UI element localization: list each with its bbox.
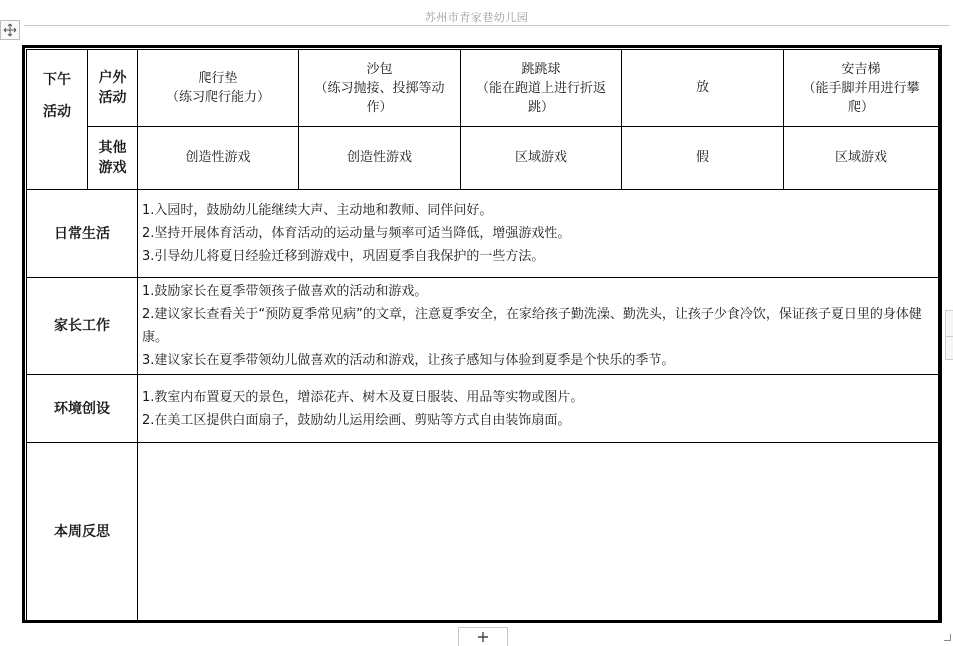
other-game-cell[interactable]: 区域游戏 — [784, 127, 939, 190]
afternoon-activity-label — [27, 50, 88, 190]
table-row-environment — [27, 375, 939, 443]
outdoor-cell[interactable] — [622, 50, 784, 127]
outdoor-desc-cont: 爬） — [847, 99, 874, 115]
outdoor-title: 安吉梯 — [841, 61, 881, 77]
outdoor-desc: （练习抛接、投掷等动 — [314, 80, 445, 96]
reflection-content[interactable] — [138, 443, 939, 621]
table-row-reflection — [27, 443, 939, 621]
other-label-line2: 游戏 — [98, 160, 127, 176]
environment-content[interactable] — [138, 375, 939, 443]
daily-life-label: 日常生活 — [27, 190, 138, 278]
other-games-label — [88, 127, 138, 190]
outdoor-desc: （能在跑道上进行折返 — [475, 80, 606, 96]
table-row-outdoor — [27, 50, 939, 127]
parent-work-content[interactable] — [138, 278, 939, 375]
environment-label: 环境创设 — [27, 375, 138, 443]
other-game-cell[interactable]: 创造性游戏 — [138, 127, 299, 190]
table-move-handle[interactable] — [0, 20, 20, 40]
plan-table-frame — [22, 45, 942, 623]
outdoor-cell[interactable] — [299, 50, 461, 127]
outdoor-label-line1: 户外 — [98, 70, 127, 86]
outdoor-desc-cont: 作） — [366, 99, 393, 115]
outdoor-title: 沙包 — [366, 61, 393, 77]
outdoor-cell[interactable] — [138, 50, 299, 127]
outdoor-cell[interactable] — [784, 50, 939, 127]
other-game-cell[interactable]: 创造性游戏 — [299, 127, 461, 190]
daily-life-item: 2.坚持开展体育活动，体育活动的运动量与频率可适当降低，增强游戏性。 — [142, 226, 571, 241]
document-header: 苏州市青家巷幼儿园 — [424, 11, 529, 24]
environment-item: 2.在美工区提供白面扇子，鼓励幼儿运用绘画、剪贴等方式自由装饰扇面。 — [142, 412, 571, 428]
header-rule — [24, 25, 950, 26]
reflection-label: 本周反思 — [27, 443, 138, 621]
move-arrows-icon — [3, 23, 17, 37]
table-resize-handle[interactable] — [944, 634, 951, 641]
outdoor-activity-label — [88, 50, 138, 127]
outdoor-title: 放 — [695, 80, 709, 95]
other-game-cell[interactable]: 假 — [622, 127, 784, 190]
environment-item: 1.教室内布置夏天的景色，增添花卉、树木及夏日服装、用品等实物或图片。 — [142, 389, 584, 405]
outdoor-desc-cont: 跳） — [527, 99, 554, 115]
outdoor-title: 爬行垫 — [198, 71, 238, 86]
afternoon-label-line2: 活动 — [43, 104, 71, 120]
page-margin-marker — [945, 310, 953, 338]
page-margin-marker — [945, 336, 953, 360]
outdoor-desc: （能手脚并用进行攀 — [802, 80, 920, 96]
other-label-line1: 其他 — [98, 140, 127, 156]
outdoor-cell[interactable] — [461, 50, 622, 127]
parent-work-item: 1.鼓励家长在夏季带领孩子做喜欢的活动和游戏。 — [142, 284, 428, 299]
weekly-plan-table — [26, 49, 939, 621]
plus-icon — [477, 631, 489, 643]
daily-life-item: 3.引导幼儿将夏日经验迁移到游戏中，巩固夏季自我保护的一些方法。 — [142, 249, 545, 264]
other-game-cell[interactable]: 区域游戏 — [461, 127, 622, 190]
outdoor-title: 跳跳球 — [521, 61, 561, 77]
table-row-other-games — [27, 127, 939, 190]
outdoor-desc: （练习爬行能力） — [165, 90, 270, 105]
table-row-parent-work — [27, 278, 939, 375]
outdoor-label-line2: 活动 — [98, 90, 127, 106]
daily-life-item: 1.入园时，鼓励幼儿能继续大声、主动地和教师、同伴问好。 — [142, 203, 493, 218]
table-row-daily-life — [27, 190, 939, 278]
parent-work-item: 3.建议家长在夏季带领幼儿做喜欢的活动和游戏，让孩子感知与体验到夏季是个快乐的季节。 — [142, 353, 675, 368]
parent-work-label: 家长工作 — [27, 278, 138, 375]
add-row-button[interactable] — [458, 627, 508, 646]
daily-life-content[interactable] — [138, 190, 939, 278]
afternoon-label-line1: 下午 — [43, 72, 71, 88]
parent-work-item: 2.建议家长查看关于“预防夏季常见病”的文章，注意夏季安全，在家给孩子勤洗澡、勤洗头，让孩子少食冷饮，保证孩子夏日里的身体健康。 — [142, 307, 922, 345]
